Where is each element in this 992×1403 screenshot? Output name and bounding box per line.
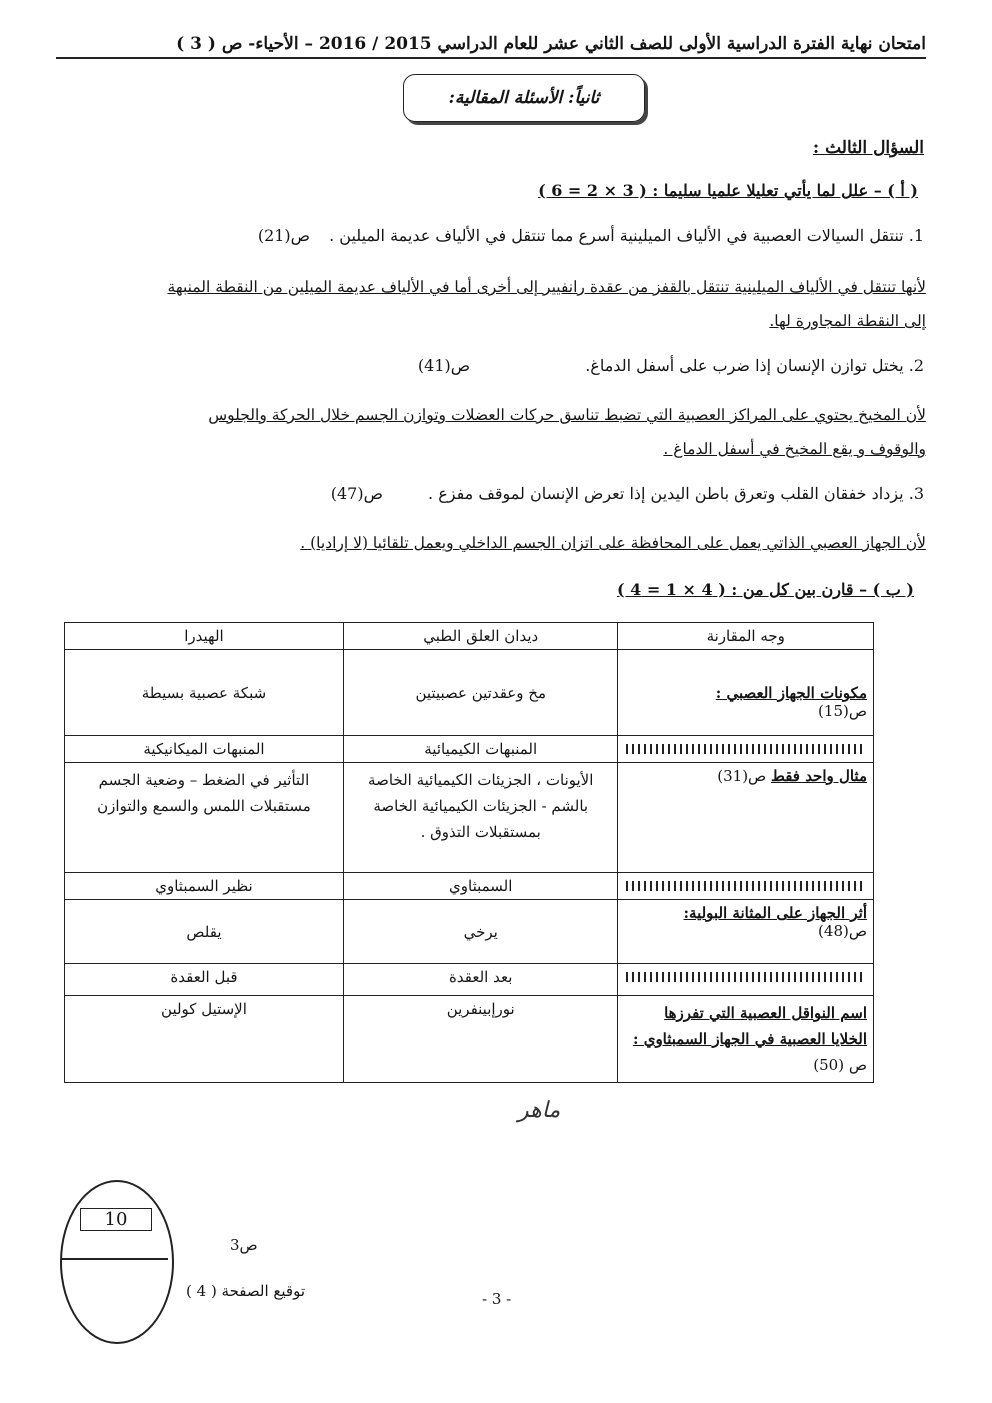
page-ref: ص3 [230,1236,258,1254]
table-row [65,763,874,873]
row-7-label [618,996,874,1083]
page-signature-label: توقيع الصفحة ( 4 ) [186,1282,305,1300]
header-hydra: الهيدرا [65,623,344,650]
row-3-label-text: مثال واحد فقط [770,767,867,785]
item-2-answer-line2: والوقوف و يقع المخيخ في أسفل الدماغ . [663,440,926,458]
hatch-fill [626,881,865,891]
row-4-leech: السمبثاوي [343,873,618,900]
row-5-hydra: يقلص [65,900,344,964]
question-title: السؤال الثالث : [812,138,924,158]
table-row [65,650,874,736]
row-7-leech: نورإبينفرين [343,996,618,1083]
row-1-label-text: مكونات الجهاز العصبي : [715,684,867,702]
row-3-leech: الأيونات ، الجزيئات الكيميائية الخاصة بالشم - الجزيئات الكيميائية الخاصة بمستقبلات التذوق . [343,763,618,873]
item-1-answer-line2: إلى النقطة المجاورة لها. [769,312,926,330]
score-divider [62,1258,168,1260]
row-1-hydra: شبكة عصبية بسيطة [65,650,344,736]
table-row [65,736,874,763]
item-1-answer-line1: لأنها تنتقل في الألياف الميلينية تنتقل بالقفز من عقدة رانفيير إلى أخرى أما في الألياف عديمة الميلين من النقطة المنبهة [167,278,926,296]
row-4-hydra: نظير السمبثاوي [65,873,344,900]
item-1-ref: ص(21) [257,226,311,245]
row-2-hydra: المنبهات الميكانيكية [65,736,344,763]
row-7-ref: ص (50) [813,1056,867,1074]
item-3-statement [144,484,924,503]
item-3-answer [66,526,926,560]
item-2-ref: ص(41) [417,356,471,375]
teacher-signature: ماهر [518,1098,561,1123]
score-oval [60,1180,174,1344]
section-title: ثانياً: الأسئلة المقالية: [403,74,645,122]
row-5-label [618,900,874,964]
table-row [65,996,874,1083]
table-row [65,900,874,964]
item-2-answer-line1: لأن المخيخ يحتوي على المراكز العصبية التي تضبط تناسق حركات العضلات وتوازن الجسم خلال الحركة والجلوس [208,406,926,424]
comparison-table [64,622,874,1083]
row-3-label [618,763,874,873]
page-number: - 3 - [482,1290,512,1308]
table-row [65,873,874,900]
row-4-label [618,873,874,900]
item-3-ref: ص(47) [330,484,383,503]
row-2-label [618,736,874,763]
row-3-ref: ص(31) [717,767,767,785]
score-value: 10 [80,1208,152,1231]
row-6-label [618,964,874,996]
row-1-label [618,650,874,736]
row-2-leech: المنبهات الكيميائية [343,736,618,763]
item-2-statement [144,356,924,375]
row-6-hydra: قبل العقدة [65,964,344,996]
item-3-text: 3. يزداد خفقان القلب وتعرق باطن اليدين إذا تعرض الإنسان لموقف مفزع . [428,484,924,503]
item-1-answer [66,270,926,338]
row-5-ref: ص(48) [818,922,867,940]
item-3-answer-line1: لأن الجهاز العصبي الذاتي يعمل على المحافظة على اتزان الجسم الداخلي ويعمل تلقائيا (لا إراديا) . [300,534,926,552]
row-5-label-text: أثر الجهاز على المثانة البولية: [683,904,867,922]
table-row [65,964,874,996]
hatch-fill [626,744,865,754]
header-leech: ديدان العلق الطبي [343,623,618,650]
item-2-text: 2. يختل توازن الإنسان إذا ضرب على أسفل الدماغ. [585,356,924,375]
row-3-hydra: التأثير في الضغط – وضعية الجسم مستقبلات اللمس والسمع والتوازن [65,763,344,873]
row-7-hydra: الإستيل كولين [65,996,344,1083]
item-2-answer [66,398,926,466]
part-b-title: ( ب ) – قارن بين كل من : ( 4 × 1 = 4 ) [617,580,914,599]
row-1-ref: ص(15) [818,702,867,720]
item-1-text: 1. تنتقل السيالات العصبية في الألياف الميلينية أسرع مما تنتقل في الألياف عديمة الميلين . [329,226,924,245]
exam-header: امتحان نهاية الفترة الدراسية الأولى للصف الثاني عشر للعام الدراسي 2015 / 2016 – الأحياء- ص ( 3 ) [56,34,926,59]
row-6-leech: بعد العقدة [343,964,618,996]
item-1-statement [144,226,924,245]
row-1-leech: مخ وعقدتين عصبيتين [343,650,618,736]
table-header-row [65,623,874,650]
row-7-label-text: اسم النواقل العصبية التي تفرزها الخلايا العصبية في الجهاز السمبثاوي : [632,1004,867,1048]
hatch-fill [626,972,865,982]
part-a-title: ( أ ) – علل لما يأتي تعليلا علميا سليما : ( 3 × 2 = 6 ) [538,181,918,200]
header-aspect: وجه المقارنة [618,623,874,650]
row-5-leech: يرخي [343,900,618,964]
